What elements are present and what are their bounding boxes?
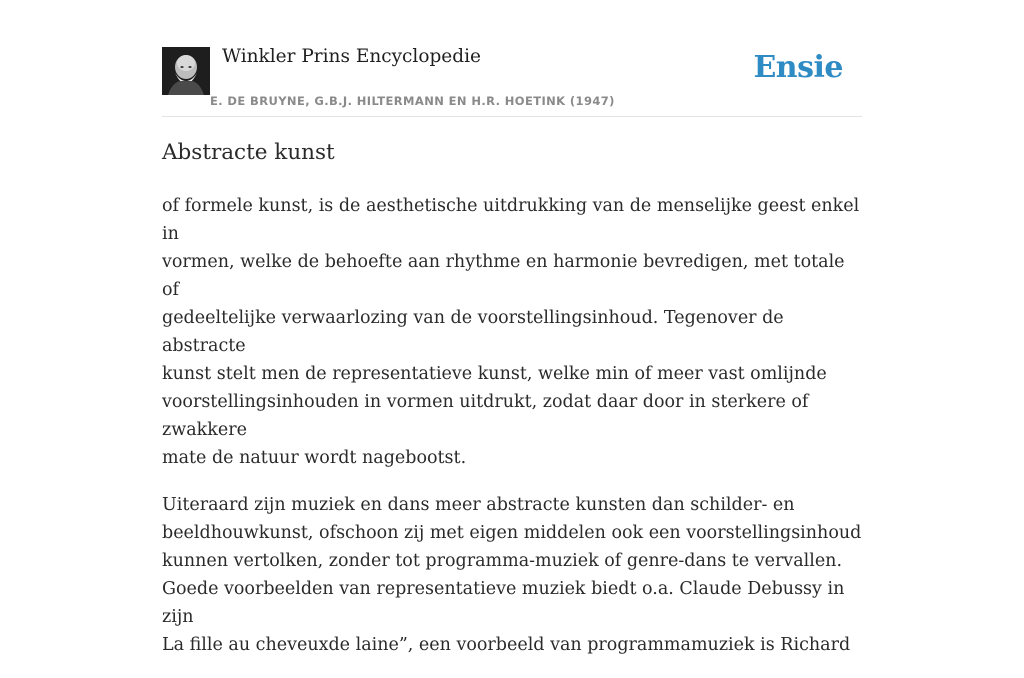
ensie-logo[interactable]: Ensie [753,50,843,85]
article-body [162,192,862,678]
source-header [162,0,862,117]
article-paragraph-1: of formele kunst, is de aesthetische uitdrukking van de menselijke geest enkel in vormen, welke de behoefte aan rhythme en harmonie bevredigen, met totale of gedeeltelijke verwaarlozing van de voorstellingsinhoud. Tegenover de abstracte kunst stelt men de representatieve kunst, welke min of meer vast omlijnde voorstellingsinhouden in vormen uitdrukt, zodat daar door in sterkere of zwakkere mate de natuur wordt nagebootst. [162,196,860,468]
author-avatar[interactable] [162,47,210,95]
article-paragraph-2: Uiteraard zijn muziek en dans meer abstracte kunsten dan schilder- en beeldhouwkunst, ofschoon zij met eigen middelen ook een voorstellingsinhoud kunnen vertolken, zonder tot programma-muziek of genre-dans te vervallen. Goede voorbeelden van representatieve muziek biedt o.a. Claude Debussy in zijn La fille au cheveuxde laine”, een voorbeeld van programmamuziek is Richard [162,495,862,655]
portrait-icon [162,47,210,95]
source-authors: E. DE BRUYNE, G.B.J. HILTERMANN EN H.R. HOETINK (1947) [210,94,615,108]
page-container [162,0,862,655]
article-title: Abstracte kunst [162,140,335,165]
source-title[interactable]: Winkler Prins Encyclopedie [222,46,481,67]
